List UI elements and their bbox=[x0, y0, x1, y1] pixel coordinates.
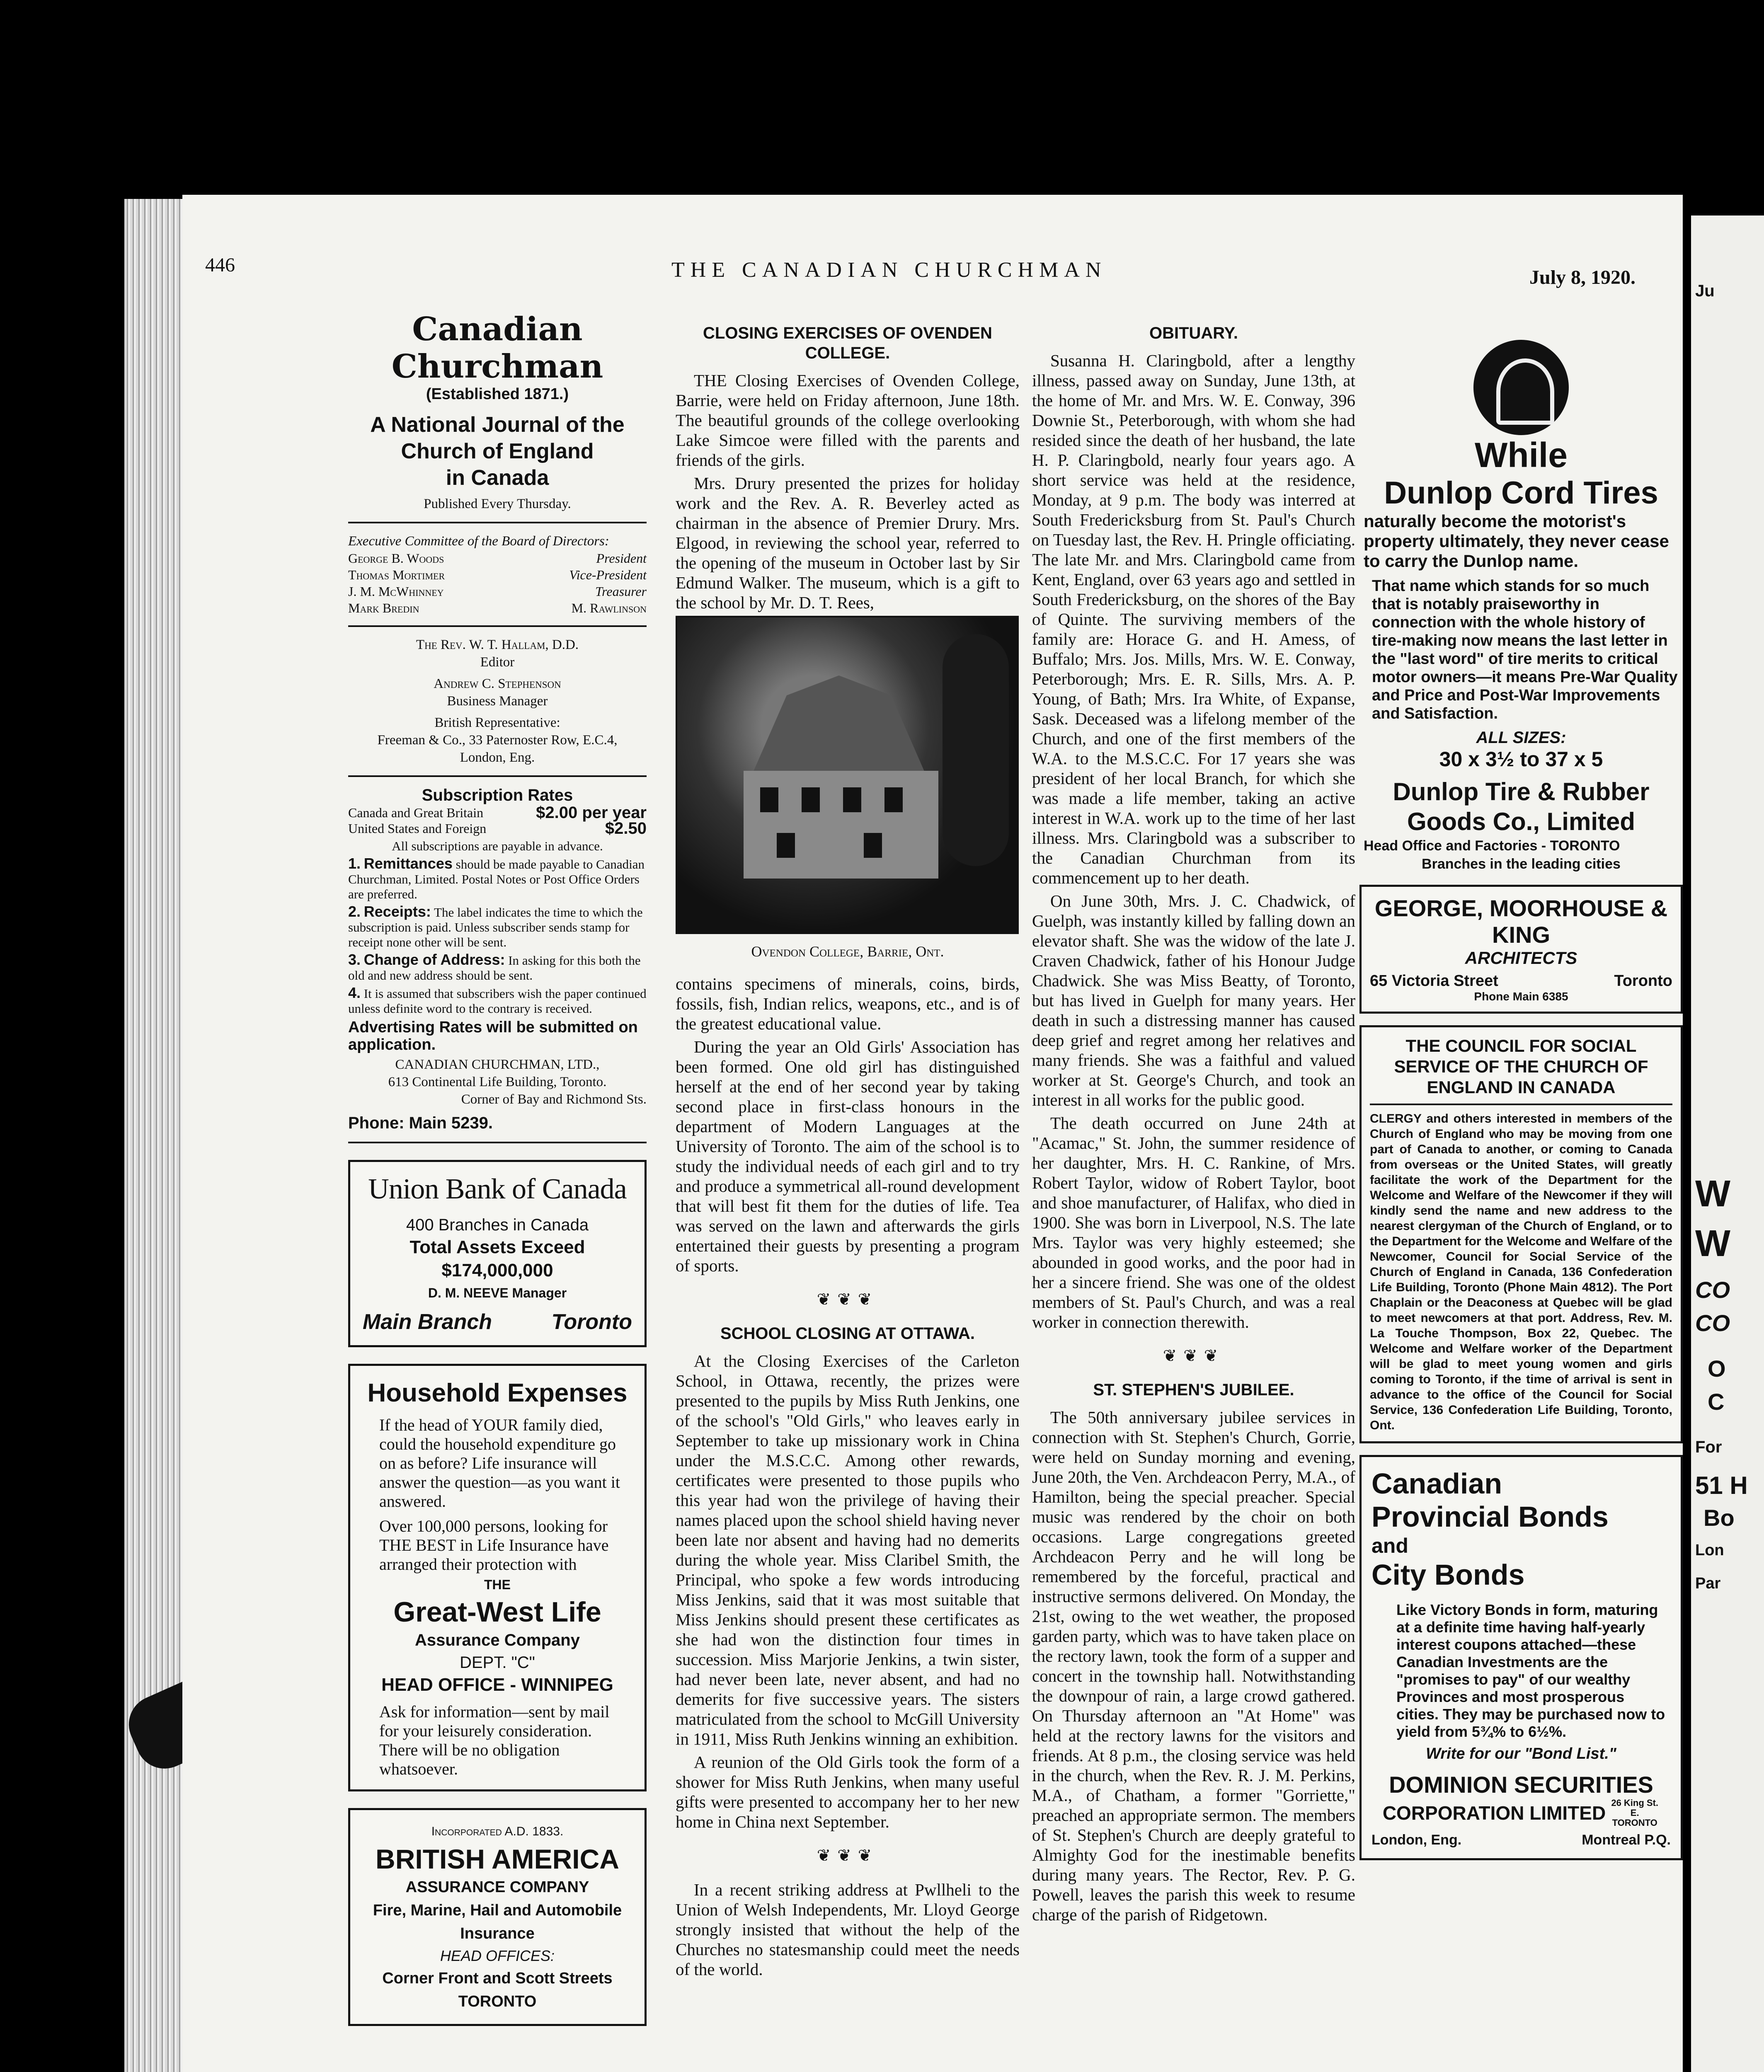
dominion-securities-ad bbox=[1359, 1455, 1683, 1860]
offices-label: HEAD OFFICES: bbox=[440, 1947, 555, 1964]
rates-title: Subscription Rates bbox=[422, 786, 573, 804]
ottawa-headline: SCHOOL CLOSING AT OTTAWA. bbox=[720, 1324, 975, 1343]
article-paragraph: A reunion of the Old Girls took the form of a shower for Miss Ruth Jenkins, when many useful gifts were presented to accompany her to her new home in China next September. bbox=[676, 1752, 1020, 1831]
published-line: Published Every Thursday. bbox=[424, 496, 571, 511]
bonds-city: London, Eng. bbox=[1371, 1832, 1462, 1848]
article-paragraph: Susanna H. Claringbold, after a lengthy illness, passed away on Sunday, June 13th, at the home of Mr. and Mrs. W. E. Conway, 396 Downie St., Peterborough, with whom she had resided since the death of her husband, the late H. P. Claringbold, nearly four years ago. A short service was held at the residence, Monday, at 9 p.m. The body was interred at South Fredericksburg from St. Paul's Church on Tuesday last, the Rev. H. Pringle officiating. The late Mr. and Mrs. Claringbold came from Kent, England, over 63 years ago and settled in South Fredericksburg, on the shores of the Bay of Quinte. The surviving members of the family are: Horace G. and H. Amess, of Buffalo; Mrs. Jos. Mills, Mrs. W. E. Conway, Peterborough; Mrs. E. R. Sills, Mrs. A. P. Young, of Bath; Mrs. Ira White, of Expanse, Sask. Deceased was a lifelong member of the Church, and one of the first members of the W.A. to the M.S.C.C. For 17 years she was president of her local Branch, for which she was made a life member, taking an active interest in W.A. work up to the time of her last illness. Mrs. Claringbold was a subscriber to the Canadian Churchman from its commencement up to her death. bbox=[1032, 351, 1355, 887]
subscriber-note bbox=[348, 856, 647, 902]
dunlop-company: Dunlop Tire & Rubber Goods Co., Limited bbox=[1393, 778, 1650, 835]
article-paragraph: THE Closing Exercises of Ovenden College, Barrie, were held on Friday afternoon, June 18th. The beautiful grounds of the college overlooking Lake Simcoe were filled with the parents and friends of the girls. bbox=[676, 371, 1020, 470]
tagline-line: in Canada bbox=[446, 466, 549, 490]
window-shape bbox=[843, 787, 861, 812]
dunlop-sizes: 30 x 3½ to 37 x 5 bbox=[1439, 748, 1603, 771]
window-shape bbox=[802, 787, 820, 812]
subscriber-note bbox=[348, 985, 647, 1016]
note-title: Change of Address: bbox=[363, 951, 505, 968]
company-name: Great-West Life bbox=[393, 1596, 601, 1628]
adjacent-fragment: Lon bbox=[1695, 1542, 1724, 1559]
rate-label: Canada and Great Britain bbox=[348, 805, 484, 820]
manager-role: Business Manager bbox=[447, 694, 548, 709]
insurance-lines: Fire, Marine, Hail and Automobile Insurance bbox=[373, 1902, 622, 1942]
architects-city: Toronto bbox=[1614, 972, 1672, 990]
manager-name: Andrew C. Stephenson bbox=[434, 676, 561, 691]
bonds-company-sub: CORPORATION LIMITED bbox=[1382, 1802, 1606, 1824]
bonds-city: Montreal P.Q. bbox=[1582, 1832, 1671, 1848]
article-paragraph: On June 30th, Mrs. J. C. Chadwick, of Guelph, was instantly killed by falling down an elevator shaft. She was the widow of the late J. Craven Chadwick, father of his Honour Judge Chadwick. She was Miss Beatty, of Toronto, but has lived in Guelph for many years. Her death in such a distressing manner has caused deep grief and regret among her relatives and many friends. She was a faithful and valued worker at St. George's Church, and took an interest in all works for the public good. bbox=[1032, 891, 1355, 1109]
article-paragraph: During the year an Old Girls' Association has been formed. One old girl has distinguished herself at the end of her second year by taking second place in first-class honours in the department of Modern Languages at the University of Toronto. The aim of the school is to study the individual needs of each girl and to try and produce a symmetrical all-round development that will best fit them for the duties of life. Tea was served on the lawn and afterwards the girls entertained their guests by presenting a program of sports. bbox=[676, 1037, 1020, 1275]
article-paragraph: Mrs. Drury presented the prizes for holiday work and the Rev. A. R. Beverley acted as chairman in the absence of Premier Drury. Mrs. Elgood, in reviewing the school year, referred to the opening of the museum in October last by Sir Edmund Walker. The museum, which is a gift to the school by Mr. D. T. Rees, bbox=[676, 474, 1020, 612]
note-title: Receipts: bbox=[363, 903, 431, 920]
dunlop-hands-logo-icon bbox=[1473, 340, 1569, 435]
adjacent-fragment: Ju bbox=[1695, 282, 1715, 300]
adjacent-fragment: 51 H bbox=[1695, 1472, 1748, 1499]
council-body: CLERGY and others interested in members of the Church of England who may be moving from one part of Canada to another, or coming to Canada from overseas or the United States, will greatly facilitate the work of the Department for the Welcome and Welfare of the Newcomer if they will kindly send the name and new address to the nearest clergyman of the Church of England, or to the Department for the Welcome and Welfare of the Newcomer, Council for Social Service of the Church of England in Canada, 136 Confederation Life Building, Toronto (Phone Main 4812). The Port Chaplain or the Deaconess at Quebec will be glad to meet newcomers at that port. Address, Rev. M. La Touche Thompson, Box 22, Quebec. The Welcome and Welfare worker of the Department will be glad to meet young women and girls coming to Toronto, if the time of arrival is sent in advance to the office of the Council for Social Service, 136 Confederation Life Building, Toronto, Ont. bbox=[1370, 1112, 1672, 1432]
company-title: BRITISH AMERICA bbox=[376, 1844, 619, 1874]
council-title: THE COUNCIL FOR SOCIAL SERVICE OF THE CHURCH OF ENGLAND IN CANADA bbox=[1394, 1036, 1648, 1097]
adjacent-fragment: C bbox=[1708, 1389, 1725, 1415]
issue-date: July 8, 1920. bbox=[1529, 266, 1636, 288]
note-number: 4. bbox=[348, 984, 361, 1001]
jubilee-headline: ST. STEPHEN'S JUBILEE. bbox=[1093, 1381, 1294, 1399]
committee-name: J. M. McWhinney bbox=[348, 584, 444, 599]
dunlop-head-office: Head Office and Factories - TORONTO bbox=[1364, 838, 1620, 854]
bonds-body: Like Victory Bonds in form, maturing at a definite time having half-yearly interest coupons attached—these Canadian Investments are the "promises to pay" of our wealthy Provinces and most prosperous cities. They may be purchased now to yield from 5¾% to 6½%. bbox=[1396, 1601, 1665, 1740]
phone-line: Phone: Main 5239. bbox=[348, 1114, 493, 1132]
household-body: If the head of YOUR family died, could the household expenditure go on as before? Life insurance will answer the question—as you want it answered. bbox=[379, 1416, 620, 1510]
note-text: The label indicates the time to which the subscription is paid. Unless subscriber sends stamp for receipt none other will be sent. bbox=[348, 905, 643, 949]
masthead-title: Canadian Churchman bbox=[391, 310, 603, 385]
company-office: HEAD OFFICE - WINNIPEG bbox=[381, 1675, 613, 1695]
established-line: (Established 1871.) bbox=[426, 385, 569, 403]
note-number: 2. bbox=[348, 903, 361, 920]
rep-title: British Representative: bbox=[434, 715, 560, 730]
adjacent-fragment: CO bbox=[1695, 1310, 1730, 1336]
rate-value: $2.50 bbox=[605, 819, 647, 838]
subscriber-note bbox=[348, 904, 647, 950]
right-ads-column bbox=[1359, 340, 1683, 1860]
section-ornament: ❦❦❦ bbox=[817, 1290, 879, 1309]
left-column bbox=[348, 311, 647, 2026]
committee-role: President bbox=[596, 551, 647, 566]
union-bank-branches: 400 Branches in Canada bbox=[406, 1216, 589, 1234]
tagline-line: A National Journal of the bbox=[370, 413, 625, 437]
company-subtitle: ASSURANCE COMPANY bbox=[405, 1878, 589, 1896]
divider bbox=[348, 522, 647, 523]
section-ornament: ❦❦❦ bbox=[1163, 1346, 1225, 1365]
rate-label: United States and Foreign bbox=[348, 821, 487, 836]
architects-phone: Phone Main 6385 bbox=[1474, 990, 1568, 1003]
photo-caption: Ovendon College, Barrie, Ont. bbox=[751, 943, 944, 960]
adjacent-fragment: Bo bbox=[1703, 1505, 1735, 1531]
advertising-note: Advertising Rates will be submitted on application. bbox=[348, 1019, 638, 1053]
note-number: 3. bbox=[348, 951, 361, 968]
house-shape bbox=[744, 771, 938, 879]
union-bank-manager: D. M. NEEVE Manager bbox=[428, 1285, 567, 1300]
household-title: Household Expenses bbox=[367, 1379, 628, 1407]
obituary-column bbox=[1032, 315, 1355, 1928]
note-text: It is assumed that subscribers wish the paper continued unless definite word to the contrary is received. bbox=[348, 986, 647, 1016]
company-the: THE bbox=[484, 1577, 511, 1592]
article-paragraph: The 50th anniversary jubilee services in connection with St. Stephen's Church, Gorrie, were held on Sunday morning and evening, June 20th, the Ven. Archdeacon Perry, M.A., of Hamilton, being the special preacher. Special music was rendered by the choir on both occasions. Large congregations greeted Archdeacon Perry and he will long be remembered by the forceful, practical and instructive sermons delivered. On Monday, the 21st, owing to the wet weather, the proposed garden party, which was to have taken place on the rectory lawn, took the form of a supper and concert in the township hall. Notwithstanding the downpour of rain, a large crowd gathered. On Thursday afternoon an "At Home" was held at the rectory lawns for the visitors and friends. At 8 p.m., the closing service was held in the church, when the Rev. R. J. M. Perkins, M.A., of Chatham, a former "Gorriette," preached an appropriate sermon. The members of St. Stephen's Church are deeply grateful to Almighty God for the inestimable benefits during many years. The Rector, Rev. P. G. Powell, leaves the parish this week to resume charge of the parish of Ridgetown. bbox=[1032, 1408, 1355, 1924]
bonds-cities bbox=[1371, 1832, 1671, 1848]
note-text: should be made payable to Canadian Churchman, Limited. Postal Notes or Post Office Orders are preferred. bbox=[348, 857, 645, 901]
committee-name: Thomas Mortimer bbox=[348, 567, 445, 582]
rep-city: London, Eng. bbox=[460, 750, 535, 765]
union-bank-assets: Total Assets Exceed $174,000,000 bbox=[410, 1237, 585, 1280]
bonds-title-line: Canadian bbox=[1371, 1467, 1502, 1500]
dunlop-body: That name which stands for so much that is notably praiseworthy in connection with the whole history of tire-making now means the last letter in the "last word" of tire merits to critical motor owners—it means Pre-War Quality and Price and Post-War Improvements and Satisfaction. bbox=[1372, 577, 1678, 722]
article-paragraph: contains specimens of minerals, coins, birds, fossils, fish, Indian relics, weapons, etc., and is of the greatest educational value. bbox=[676, 974, 1020, 1033]
incorporated-line: Incorporated A.D. 1833. bbox=[431, 1825, 564, 1838]
company-name: CANADIAN CHURCHMAN, LTD., bbox=[395, 1057, 600, 1072]
household-body: Ask for information—sent by mail for your leisurely consideration. There will be no obligation whatsoever. bbox=[379, 1702, 610, 1778]
british-america-ad bbox=[348, 1808, 647, 2026]
tagline bbox=[348, 411, 647, 491]
rates-note: All subscriptions are payable in advance. bbox=[392, 839, 603, 853]
bonds-company-row bbox=[1371, 1798, 1671, 1828]
moorhouse-ad bbox=[1359, 885, 1683, 1014]
committee-role: M. Rawlinson bbox=[571, 600, 647, 615]
dunlop-sizes-label: ALL SIZES: bbox=[1476, 729, 1566, 747]
committee-row bbox=[348, 566, 647, 583]
dunlop-branches: Branches in the leading cities bbox=[1422, 856, 1621, 872]
window-shape bbox=[864, 833, 882, 858]
adjacent-fragment: For bbox=[1695, 1438, 1722, 1456]
tree-shape bbox=[943, 634, 1009, 866]
great-west-life-ad bbox=[348, 1364, 647, 1791]
divider bbox=[348, 775, 647, 777]
editor-role: Editor bbox=[480, 655, 515, 670]
architects-subtitle: ARCHITECTS bbox=[1465, 948, 1577, 968]
rate-row bbox=[348, 805, 647, 821]
window-shape bbox=[760, 787, 778, 812]
note-text: In asking for this both the old and new address should be sent. bbox=[348, 953, 641, 983]
adjacent-fragment: CO bbox=[1695, 1277, 1730, 1303]
book-spine-page-edges bbox=[124, 199, 191, 2072]
rate-value: $2.00 per year bbox=[536, 804, 647, 822]
committee-role: Treasurer bbox=[595, 584, 647, 599]
note-number: 1. bbox=[348, 855, 361, 872]
address-line: 613 Continental Life Building, Toronto. bbox=[388, 1075, 607, 1089]
tagline-line: Church of England bbox=[401, 439, 594, 463]
editor-name: The Rev. W. T. Hallam, D.D. bbox=[416, 637, 579, 652]
committee-heading: Executive Committee of the Board of Directors: bbox=[348, 534, 609, 549]
committee-name: Mark Bredin bbox=[348, 600, 419, 615]
bonds-title-line: City Bonds bbox=[1371, 1559, 1525, 1591]
committee-role: Vice-President bbox=[569, 567, 647, 582]
committee-row bbox=[348, 600, 647, 616]
address-line: Corner of Bay and Richmond Sts. bbox=[461, 1092, 647, 1107]
company-sub: Assurance Company bbox=[415, 1631, 580, 1649]
article-paragraph: At the Closing Exercises of the Carleton School, in Ottawa, recently, the prizes were presented to the pupils by Miss Ruth Jenkins, one of the school's "Old Girls," who leaves early in September to take up missionary work in China under the M.S.C.C. Among other rewards, certificates were presented to those pupils who this year had won the privilege of having their names placed upon the school shield having never been late nor absent and having had no demerits during the whole year. Miss Claribel Smith, the Principal, who spoke a few words introducing Miss Jenkins, said that it was most suitable that Miss Jenkins should present these certificates as she had won the distinction four times in succession. Miss Marjorie Jenkins, a twin sister, had never been late, never absent, and had no demerits for five successive years. The sisters matriculated from the school to McGill University in 1911, Miss Ruth Jenkins winning an exhibition. bbox=[676, 1351, 1020, 1748]
architects-address-row bbox=[1370, 972, 1672, 990]
adjacent-fragment: W bbox=[1695, 1173, 1730, 1215]
subscriber-note bbox=[348, 952, 647, 983]
rate-row bbox=[348, 821, 647, 836]
committee-row bbox=[348, 583, 647, 600]
note-title: Remittances bbox=[363, 855, 453, 872]
offices-address: Corner Front and Scott Streets bbox=[382, 1970, 613, 1987]
company-dept: DEPT. "C" bbox=[460, 1653, 535, 1672]
adjacent-fragment: O bbox=[1708, 1356, 1726, 1382]
bonds-title-line: Provincial Bonds bbox=[1371, 1501, 1609, 1533]
ovenden-college-photo bbox=[676, 616, 1019, 934]
union-bank-branch-row bbox=[363, 1310, 632, 1334]
dunlop-ad bbox=[1359, 340, 1683, 873]
architects-street: 65 Victoria Street bbox=[1370, 972, 1498, 990]
dunlop-title: Dunlop Cord Tires bbox=[1384, 475, 1658, 511]
union-bank-ad bbox=[348, 1160, 647, 1347]
bonds-company: DOMINION SECURITIES bbox=[1389, 1772, 1653, 1798]
union-bank-title: Union Bank of Canada bbox=[368, 1173, 627, 1205]
dunlop-lead: naturally become the motorist's property ultimately, they never cease to carry the Dunlop name. bbox=[1364, 511, 1669, 571]
ovenden-ottawa-column bbox=[676, 315, 1020, 1982]
window-shape bbox=[777, 833, 795, 858]
section-ornament: ❦❦❦ bbox=[817, 1846, 879, 1865]
adjacent-fragment: W bbox=[1695, 1223, 1730, 1264]
rep-address: Freeman & Co., 33 Paternoster Row, E.C.4, bbox=[377, 733, 618, 748]
household-body: Over 100,000 persons, looking for THE BEST in Life Insurance have arranged their protection with bbox=[379, 1517, 609, 1573]
bonds-address: 26 King St. E. TORONTO bbox=[1611, 1798, 1659, 1828]
obituary-headline: OBITUARY. bbox=[1149, 324, 1238, 342]
roof-shape bbox=[752, 675, 926, 775]
bonds-cta: Write for our "Bond List." bbox=[1426, 1745, 1616, 1762]
council-ad bbox=[1359, 1025, 1683, 1443]
offices-city: TORONTO bbox=[458, 1993, 537, 2010]
adjacent-page-edge bbox=[1691, 215, 1764, 2072]
divider bbox=[348, 625, 647, 627]
dunlop-while: While bbox=[1475, 436, 1568, 474]
ovenden-headline: CLOSING EXERCISES OF OVENDEN COLLEGE. bbox=[703, 324, 992, 362]
branch-label: Main Branch bbox=[363, 1310, 492, 1334]
window-shape bbox=[884, 787, 903, 812]
running-head: THE CANADIAN CHURCHMAN bbox=[671, 258, 1107, 282]
committee-name: George B. Woods bbox=[348, 551, 444, 566]
architects-name: GEORGE, MOORHOUSE & KING bbox=[1374, 895, 1668, 948]
article-paragraph: In a recent striking address at Pwllheli to the Union of Welsh Independents, Mr. Lloyd George strongly insisted that without the help of the Churches no statesmanship could meet the needs of the world. bbox=[676, 1880, 1020, 1979]
branch-city: Toronto bbox=[551, 1310, 632, 1334]
committee-row bbox=[348, 550, 647, 566]
article-paragraph: The death occurred on June 24th at "Acamac," St. John, the summer residence of her daughter, Mrs. H. C. Rankine, of Mrs. Robert Taylor, widow of Robert Taylor, boot and shoe manufacturer, of Halifax, who died in 1900. She was born in Liverpool, N.S. The late Mrs. Taylor was very highly esteemed; she abounded in good works, and the poor had in her a sincere friend. She was one of the oldest members of St. Paul's Church, and was a real worker in connection therewith. bbox=[1032, 1113, 1355, 1331]
divider bbox=[348, 1142, 647, 1143]
adjacent-fragment: Par bbox=[1695, 1575, 1721, 1592]
divider bbox=[1370, 1104, 1672, 1105]
bonds-title-line: and bbox=[1371, 1534, 1408, 1557]
page-number: 446 bbox=[205, 254, 235, 276]
